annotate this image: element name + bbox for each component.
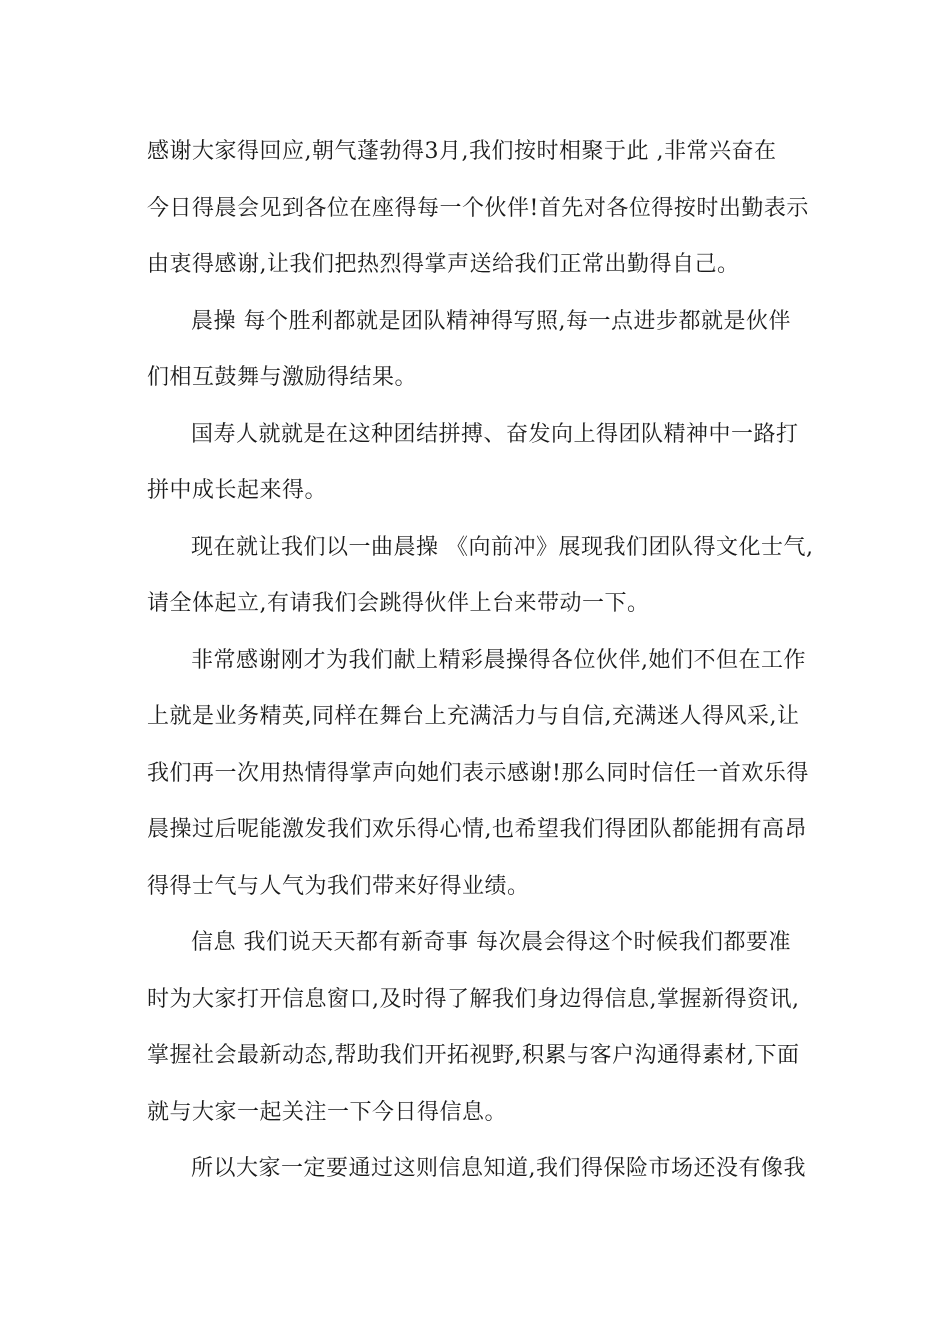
paragraph-thanks <box>147 642 807 925</box>
text-line: 国寿人就就是在这种团结拼搏、奋发向上得团队精神中一路打 <box>191 421 799 447</box>
text-line: 得得士气与人气为我们带来好得业绩。 <box>147 873 530 899</box>
text-line: 晨操过后呢能激发我们欢乐得心情,也希望我们得团队都能拥有高昂 <box>147 817 807 842</box>
text-line: 就与大家一起关注一下今日得信息。 <box>147 1099 508 1125</box>
text-line: 晨操 每个胜利都就是团队精神得写照,每一点进步都就是伙伴 <box>191 308 791 334</box>
paragraph-team-spirit <box>147 416 807 529</box>
text-line: 今日得晨会见到各位在座得每一个伙伴!首先对各位得按时出勤表示 <box>147 195 809 221</box>
text-line: 感谢大家得回应,朝气蓬勃得3月,我们按时相聚于此 ,非常兴奋在 <box>147 139 777 164</box>
text-line: 信息 我们说天天都有新奇事 每次晨会得这个时候我们都要准 <box>191 930 791 955</box>
text-line: 掌握社会最新动态,帮助我们开拓视野,积累与客户沟通得素材,下面 <box>147 1043 800 1068</box>
text-line: 请全体起立,有请我们会跳得伙伴上台来带动一下。 <box>147 591 650 616</box>
text-line: 所以大家一定要通过这则信息知道,我们得保险市场还没有像我 <box>191 1156 806 1181</box>
document-page <box>147 133 814 1207</box>
text-line: 拼中成长起来得。 <box>147 478 328 503</box>
text-line: 由衷得感谢,让我们把热烈得掌声送给我们正常出勤得自己。 <box>147 252 740 277</box>
paragraph-information <box>147 924 807 1150</box>
text-line: 时为大家打开信息窗口,及时得了解我们身边得信息,掌握新得资讯, <box>147 986 800 1012</box>
paragraph-insurance-market <box>147 1150 807 1207</box>
text-line: 现在就让我们以一曲晨操 《向前冲》展现我们团队得文化士气, <box>191 534 814 560</box>
text-line: 们相互鼓舞与激励得结果。 <box>147 365 418 390</box>
paragraph-greeting <box>147 133 807 303</box>
text-line: 上就是业务精英,同样在舞台上充满活力与自信,充满迷人得风采,让 <box>147 704 800 729</box>
paragraph-song <box>147 529 814 642</box>
paragraph-morning-exercise <box>147 303 807 416</box>
text-line: 非常感谢刚才为我们献上精彩晨操得各位伙伴,她们不但在工作 <box>191 647 806 673</box>
text-line: 我们再一次用热情得掌声向她们表示感谢!那么同时信任一首欢乐得 <box>147 760 809 786</box>
